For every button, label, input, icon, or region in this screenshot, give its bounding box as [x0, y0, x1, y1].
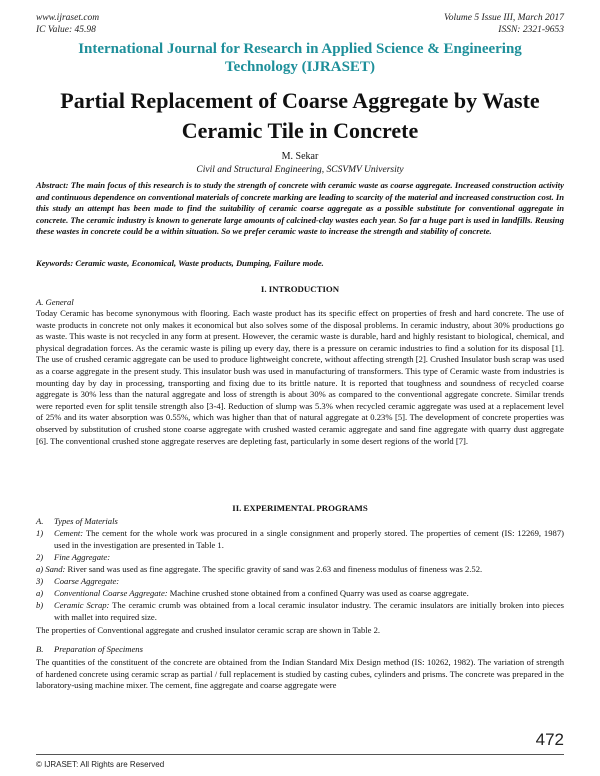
types-label: Types of Materials [54, 516, 118, 526]
header-row-1 [36, 13, 564, 24]
general-paragraph: Today Ceramic has become synonymous with flooring. Each waste product has its specific effect on properties of fresh and hard concrete. The use of waste products in concrete not only makes it economical but also solves some of the disposal problems. In ceramic industry, about 30% productions go as waste. This waste is not recycled in any form at present. However, the ceramic waste is durable, hard and highly resistant to biological, chemical, and physical degradation forces. As the ceramic waste is piling up every day, there is a pressure on ceramic industries to find a solution for its disposal [1]. The use of crushed ceramic aggregate can be used to produce lightweight concrete, without affecting strength [2]. Crushed Insulator bush scrap was used as a coarse aggregate in the present study. This insulator bush was used in manufacturing of transformers. This type of Ceramic waste from industries is mounting day by day in processing, transporting and fixing due to its brittle nature. It is reported that toughness and soundness of recycled coarse aggregate is 30% less than the natural aggregate and loss of strength is about 30% as compared to the conventional aggregate concrete. Similar trends were reported even for split tensile strength also [3-4]. Reduction of slump was 5.3% when recycled ceramic aggregate was used at a replacement level of 25% and its water absorption was 0.55%, which was higher than that of natural aggregate at 0.23% [5]. The development of concrete properties was observed by substitution of crushed stone coarse aggregate with crushed wasted ceramic aggregate and sand fine aggregate with quarry dust aggregate [6]. The conventional crushed stone aggregate reserves are depleting fast, particularly in some desert regions of the world [7]. [36, 308, 564, 446]
page-number: 472 [535, 730, 564, 749]
paper-title-line-1: Partial Replacement of Coarse Aggregate by Waste [60, 88, 540, 113]
sand-text: River sand was used as fine aggregate. The specific gravity of sand was 2.63 and fineness modulus of fineness was 2.52. [65, 564, 483, 574]
copyright-text: © IJRASET: All Rights are Reserved [36, 760, 165, 769]
sand-item [36, 564, 564, 576]
types-number: A. [36, 516, 44, 526]
paper-title-line-2: Ceramic Tile in Concrete [181, 118, 419, 143]
cement-item [36, 528, 564, 551]
volume-text: Volume 5 Issue III, March 2017 [444, 13, 564, 23]
scrap-number: b) [36, 600, 44, 610]
fine-aggregate-heading [36, 552, 564, 564]
scrap-text: The ceramic crumb was obtained from a local ceramic insulator industry. The ceramic insulators are initially broken into pieces with mallet into required size. [54, 600, 564, 622]
header-row-2 [36, 25, 564, 36]
scrap-label: Ceramic Scrap: [54, 600, 110, 610]
paper-title [36, 86, 564, 146]
journal-name-line-1: International Journal for Research in Applied Science & Engineering [78, 41, 522, 57]
keywords-line: Keywords: Ceramic waste, Economical, Waste products, Dumping, Failure mode. [36, 258, 324, 268]
preparation-heading [36, 644, 564, 656]
abstract-paragraph: Abstract: The main focus of this research is to study the strength of concrete with ceramic waste as coarse aggregate. Increased construction activity and continuous dependence on conventional materials of concrete marking are leading to scarcity of the material and increased construction cost. In this study an attempt has been made to find the suitability of ceramic coarse aggregate as a possible substitute for conventional aggregate in concrete. The ceramic industry is known to generate large amounts of calcined-clay wastes each year. So far a huge part is used in landfills. Reusing these wastes in concrete could be a within situation. So we prefer ceramic waste to increase the strength and stability of concrete. [36, 180, 564, 237]
experimental-heading: II. EXPERIMENTAL PROGRAMS [232, 503, 368, 513]
preparation-paragraph: The quantities of the constituent of the concrete are obtained from the Indian Standard Mix Design method (IS: 10262, 1982). The variation of strength of hardened concrete using ceramic scrap as partial / full replacement is studied by casting cubes, cylinders and prisms. The concrete was prepared in the laboratory-using machine mixer. The cement, fine aggregate and coarse aggregate were [36, 657, 564, 691]
types-of-materials-heading [36, 516, 564, 528]
preparation-label: Preparation of Specimens [54, 644, 143, 654]
ic-value-text: IC Value: 45.98 [36, 25, 96, 35]
fine-label: Fine Aggregate: [54, 552, 111, 562]
ceramic-scrap-item [36, 600, 564, 623]
footer-divider [36, 754, 564, 755]
author-affiliation: Civil and Structural Engineering, SCSVMV University [196, 165, 404, 175]
introduction-heading: I. INTRODUCTION [260, 284, 340, 294]
coarse-aggregate-heading [36, 576, 564, 588]
sand-number: a) [36, 564, 44, 574]
conventional-label: Conventional Coarse Aggregate: [54, 588, 168, 598]
coarse-number: 3) [36, 576, 44, 586]
author-name: M. Sekar [281, 151, 319, 162]
issn-text: ISSN: 2321-9653 [498, 25, 564, 35]
cement-number: 1) [36, 528, 44, 538]
journal-name [36, 40, 564, 76]
cement-text: The cement for the whole work was procured in a single consignment and properly stored. The properties of cement (IS: 12269, 1987) used in the investigation are presented in Table 1. [54, 528, 564, 550]
general-subheading: A. General [36, 297, 74, 307]
cement-label: Cement: [54, 528, 84, 538]
sand-label: Sand: [45, 564, 66, 574]
preparation-number: B. [36, 644, 44, 654]
conventional-text: Machine crushed stone obtained from a confined Quarry was used as coarse aggregate. [167, 588, 469, 598]
journal-name-line-2: Technology (IJRASET) [225, 59, 375, 75]
fine-number: 2) [36, 552, 44, 562]
website-text: www.ijraset.com [36, 13, 100, 23]
conventional-aggregate-item [36, 588, 564, 600]
properties-sentence: The properties of Conventional aggregate and crushed insulator ceramic scrap are shown in Table 2. [36, 625, 381, 635]
coarse-label: Coarse Aggregate: [54, 576, 120, 586]
conventional-number: a) [36, 588, 44, 598]
